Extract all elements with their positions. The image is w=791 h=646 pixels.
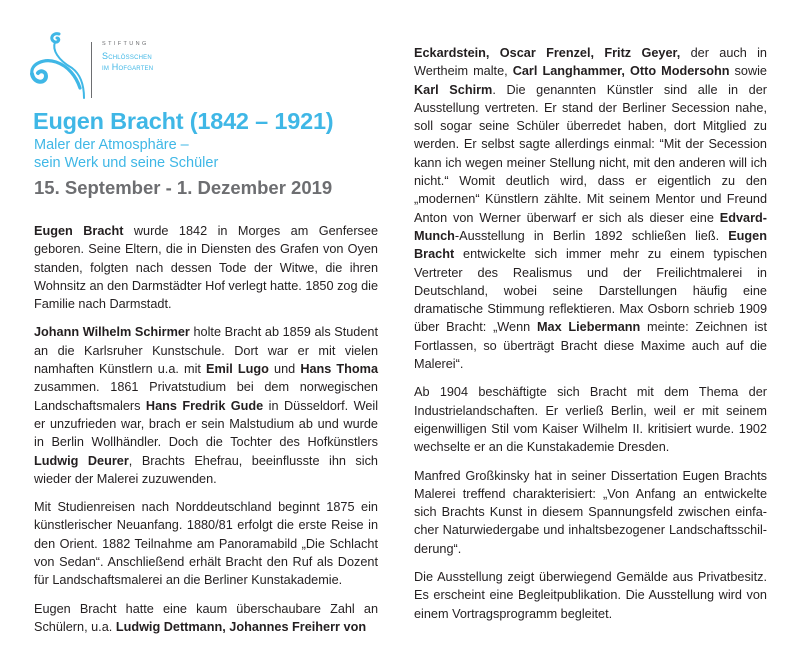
- paragraph-exhibition-info: [414, 568, 767, 623]
- bold-name: Hans Fredrik Gude: [145, 398, 264, 413]
- paragraph-text: Ab 1904 beschäftigte sich Bracht mit dem Thema der Industrielandschaften. Er verließ Berlin, weil er mit seinem eigenwilligen Stil vom Kaiser Wilhelm II. kritisiert wurde. 1902 wechselte er an die Kunstakademie Dresden.: [414, 385, 767, 455]
- exhibition-dates: 15. September - 1. Dezember 2019: [34, 177, 333, 198]
- bold-name: Hans Thoma: [300, 362, 379, 377]
- paragraph-text: . Die genannten Künstler sind alle in der Ausstellung vertreten. Er stand der Berliner Secession nahe, soll sogar seine Schüler überredet haben, dort Mitglied zu werden. Er selbst sagte allerdings einmal: “Mit der Secession kann ich wegen meiner Stellung nicht, mit den anderen will ich nicht.“ Womit deutlich wird, dass er eigentlich zu den „modernen“ Künstlern zählte. Mit seinem Mentor und Freund Anton von Werner überwarf er sich als dieser eine: [414, 82, 768, 225]
- logo-name: [102, 51, 153, 73]
- bold-name: Ludwig Deurer: [34, 453, 129, 468]
- subtitle-line1: Maler der Atmosphäre –: [34, 137, 189, 153]
- bold-name: Carl Langhammer, Otto Modersohn: [512, 64, 730, 79]
- logo-divider: [91, 42, 92, 98]
- paragraph-text: entwickelte sich immer mehr zu einem typischen Vertreter des Realismus und der Freilichtmalerei in Deutschland, wobei seine Darstellungen häufig eine dramatische Stimmung reflektieren. Max Osborn schrieb 1909 über Bracht: „Wenn: [414, 247, 767, 335]
- paragraph-text: in Düsseldorf. Weil er unzufrieden war, brach er sein Malstudium ab und wurde in Berlin Wollhändler. Doch die Tochter des Hofkünstlers: [34, 398, 379, 450]
- paragraph-text: Manfred Großkinsky hat in seiner Dissertation Eugen Brachts Malerei treffend charakterisiert: „Von Anfang an entwickelte sich Brachts Kunst in diesem Spannungsfeld zwischen einfacher Naturwiedergabe und inhaltsbezogener Landschaftsschilderung“.: [414, 468, 767, 556]
- bold-name: Edvard-Munch: [414, 210, 767, 243]
- bold-name: Eugen Bracht: [34, 224, 124, 238]
- logo-name-line2: im Hofgarten: [102, 62, 154, 72]
- page-title: Eugen Bracht (1842 – 1921): [33, 108, 334, 134]
- bold-name: Karl Schirm: [414, 82, 493, 97]
- bold-name: Emil Lugo: [206, 362, 269, 377]
- paragraph-text: zusammen. 1861 Privatstudium bei dem norwegischen Landschaftsmalers: [34, 380, 378, 413]
- paragraph-dissertation: [414, 467, 767, 558]
- paragraph-text: und: [268, 362, 301, 377]
- paragraph-text: wurde 1842 in Morges am Genfersee geboren. Seine Eltern, die in Diensten des Grafen von Oyen standen, folgten nach dessen Tode der Witwe, die ihren Wohnsitz an den Darmstädter Hof verlegt hatte. 1850 zog die Familie nach Darmstadt.: [34, 224, 379, 312]
- paragraph-text: , Brachts Ehefrau, beeinflusste ihn sich wieder der Malerei zuzuwenden.: [34, 453, 378, 486]
- paragraph-text: Eugen Bracht hatte eine kaum überschaubare Zahl an Schülern, u.a.: [34, 601, 378, 634]
- logo-name-line1: Schlösschen: [102, 51, 152, 61]
- right-text-column: [414, 44, 767, 633]
- foundation-logo: [28, 28, 188, 98]
- paragraph-text: -Ausstellung in Berlin 1892 schließen ließ.: [454, 228, 729, 243]
- bold-name: Eugen Bracht: [414, 228, 767, 262]
- bold-name: Eckardstein, Oscar Frenzel, Fritz Geyer,: [414, 46, 681, 60]
- paragraph-text: der auch in Wertheim malte,: [414, 46, 767, 79]
- paragraph-travels: [34, 498, 378, 589]
- bold-name: Johann Wilhelm Schirmer: [34, 325, 190, 340]
- left-text-column: [34, 222, 378, 646]
- logo-organization-label: STIFTUNG: [102, 41, 149, 47]
- subtitle-line2: sein Werk und seine Schüler: [34, 155, 219, 171]
- paragraph-industrial: [414, 383, 767, 456]
- paragraph-text: meinte: Zeichnen ist Fortlassen, so überträgt Bracht diese Maxime auch auf die Malerei“.: [414, 320, 768, 372]
- swirl-ornament-icon: [28, 28, 88, 100]
- page-subtitle: [34, 136, 218, 172]
- bold-name: Ludwig Dettmann, Johannes Freiherr von: [115, 619, 367, 634]
- paragraph-students-continued: [414, 44, 767, 373]
- paragraph-text: sowie: [729, 64, 767, 79]
- paragraph-text: holte Bracht ab 1859 als Student an die Karlsruher Kunstschule. Dort war er mit vielen namhaften Künstlern u.a. mit: [34, 325, 379, 377]
- paragraph-text: Die Ausstellung zeigt überwiegend Gemälde aus Privatbesitz. Es erscheint eine Begleitpublikation. Die Ausstellung wird von einem Vortragsprogramm begleitet.: [414, 570, 767, 621]
- paragraph-students: [34, 600, 378, 637]
- paragraph-text: Mit Studienreisen nach Norddeutschland beginnt 1875 ein künstlerischer Neuanfang. 1880/81 erfolgt die erste Reise in den Orient. 1882 Teilnahme am Panoramabild „Die Schlacht von Sedan“. Anschließend erhält Bracht den Ruf als Dozent für Landschaftsmalerei an die Berliner Kunstakademie.: [34, 500, 378, 588]
- paragraph-birth: [34, 222, 378, 313]
- paragraph-education: [34, 323, 378, 488]
- bold-name: Max Liebermann: [536, 320, 641, 335]
